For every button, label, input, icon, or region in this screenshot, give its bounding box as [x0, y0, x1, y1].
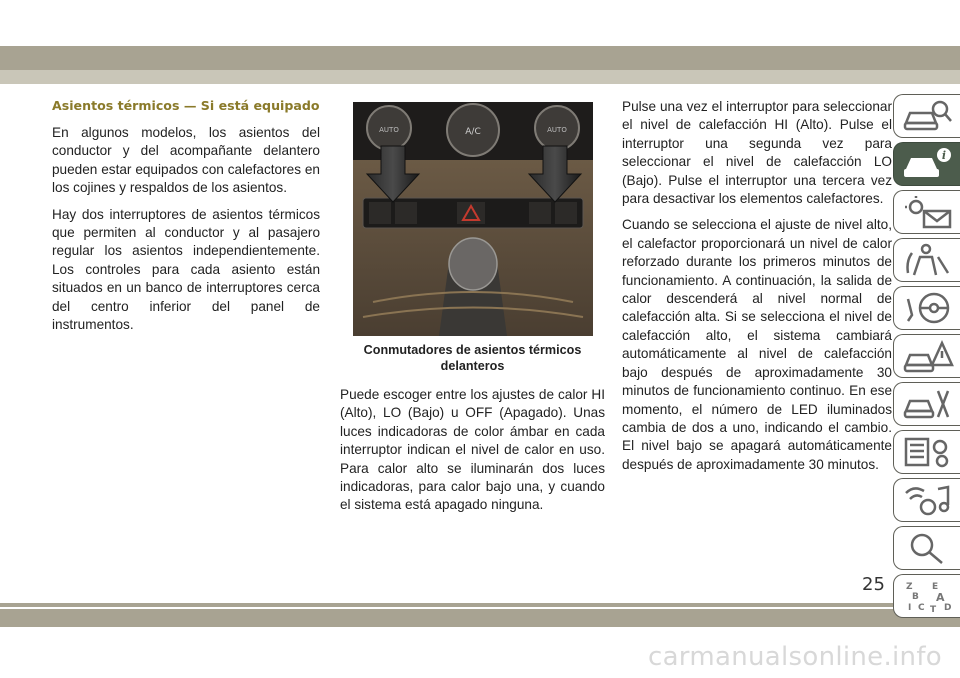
tab-warning-lights[interactable]	[893, 190, 960, 234]
paragraph: Puede escoger entre los ajustes de calor HI (Alto), LO (Bajo) u OFF (Apagado). Unas luces indicadoras de color ámbar en cada interruptor indican el nivel de calor en uso. Para calor alto se iluminarán dos luces indicadoras, para calor bajo una, y cuando el sistema está apagado ninguna.	[340, 387, 605, 513]
header-band	[0, 46, 960, 70]
index-search-icon	[902, 531, 954, 565]
tab-specifications[interactable]	[893, 430, 960, 474]
tab-car-search[interactable]	[893, 94, 960, 138]
tab-alphabetical-index[interactable]	[893, 574, 960, 618]
page-number: 25	[862, 574, 885, 595]
footer-band	[0, 609, 960, 627]
seat-airbag-icon	[902, 243, 954, 277]
svg-text:I: I	[908, 603, 912, 613]
column-middle	[340, 386, 605, 515]
column-right	[622, 98, 892, 482]
car-search-icon	[902, 99, 954, 133]
steering-wheel-icon	[902, 291, 954, 325]
paragraph: En algunos modelos, los asientos del conductor y del acompañante delantero pueden estar equipados con calefactores en los cojines y respaldos de los asientos.	[52, 125, 320, 196]
watermark: carmanualsonline.info	[647, 642, 942, 672]
svg-text:Z: Z	[906, 582, 913, 592]
svg-text:i: i	[941, 149, 947, 162]
figure-caption	[340, 342, 605, 374]
knob-label: A/C	[465, 127, 481, 137]
car-info-icon	[902, 147, 954, 181]
knob-label: AUTO	[379, 126, 399, 134]
svg-text:D: D	[944, 603, 952, 613]
paragraph: Hay dos interruptores de asientos térmicos que permiten al conductor y al pasajero regular los asientos independientemente. Los controles para cada asiento están situados en un banco de interruptores cerca del centro inferior del panel de instrumentos.	[52, 206, 320, 333]
footer-line	[0, 603, 960, 607]
multimedia-icon	[902, 483, 954, 517]
caption-line: delanteros	[440, 359, 505, 373]
column-left	[52, 98, 320, 342]
warning-lights-message-icon	[902, 195, 954, 229]
photo-illustration	[353, 102, 593, 336]
paragraph: Cuando se selecciona el ajuste de nivel alto, el calefactor proporcionará un nivel de calor reforzado durante los primeros minutos de funcionamiento. A continuación, la salida de calor descenderá al nivel normal de calefacción alta. Si se selecciona el nivel de calefacción alto, el sistema cambiará automáticamente al nivel de calefacción bajo después de aproximadamente 30 minutos de funcionamiento continuo. En ese momento, el número de LED iluminados cambia de dos a uno, indicando el cambio. El nivel bajo se apagará automáticamente después de aproximadamente 30 minutos.	[622, 217, 892, 472]
knob-label: AUTO	[547, 126, 567, 134]
section-heading: Asientos térmicos — Si está equipado	[52, 98, 320, 113]
heated-seat-switches-photo	[353, 102, 593, 336]
tab-car-info[interactable]	[893, 142, 960, 186]
roadside-warning-icon	[902, 339, 954, 373]
tab-index-search[interactable]	[893, 526, 960, 570]
svg-text:C: C	[918, 603, 925, 613]
specifications-gear-icon	[902, 435, 954, 469]
tab-service-tools[interactable]	[893, 382, 960, 426]
header-band-light	[0, 70, 960, 84]
car-service-tools-icon	[902, 387, 954, 421]
paragraph: Pulse una vez el interruptor para seleccionar el nivel de calefacción HI (Alto). Pulse el interruptor una segunda vez para seleccionar el nivel de calefacción LO (Bajo). Pulse el interruptor una tercera vez para desactivar los elementos calefactores.	[622, 99, 892, 207]
tab-seats-airbags[interactable]	[893, 238, 960, 282]
alphabetical-index-icon	[902, 579, 954, 613]
tab-steering-wheel[interactable]	[893, 286, 960, 330]
tab-multimedia[interactable]	[893, 478, 960, 522]
svg-text:A: A	[936, 591, 945, 604]
tab-roadside-warning[interactable]	[893, 334, 960, 378]
svg-text:B: B	[912, 592, 919, 602]
svg-text:T: T	[930, 605, 937, 613]
svg-text:E: E	[932, 582, 939, 592]
caption-line: Conmutadores de asientos térmicos	[363, 343, 582, 357]
